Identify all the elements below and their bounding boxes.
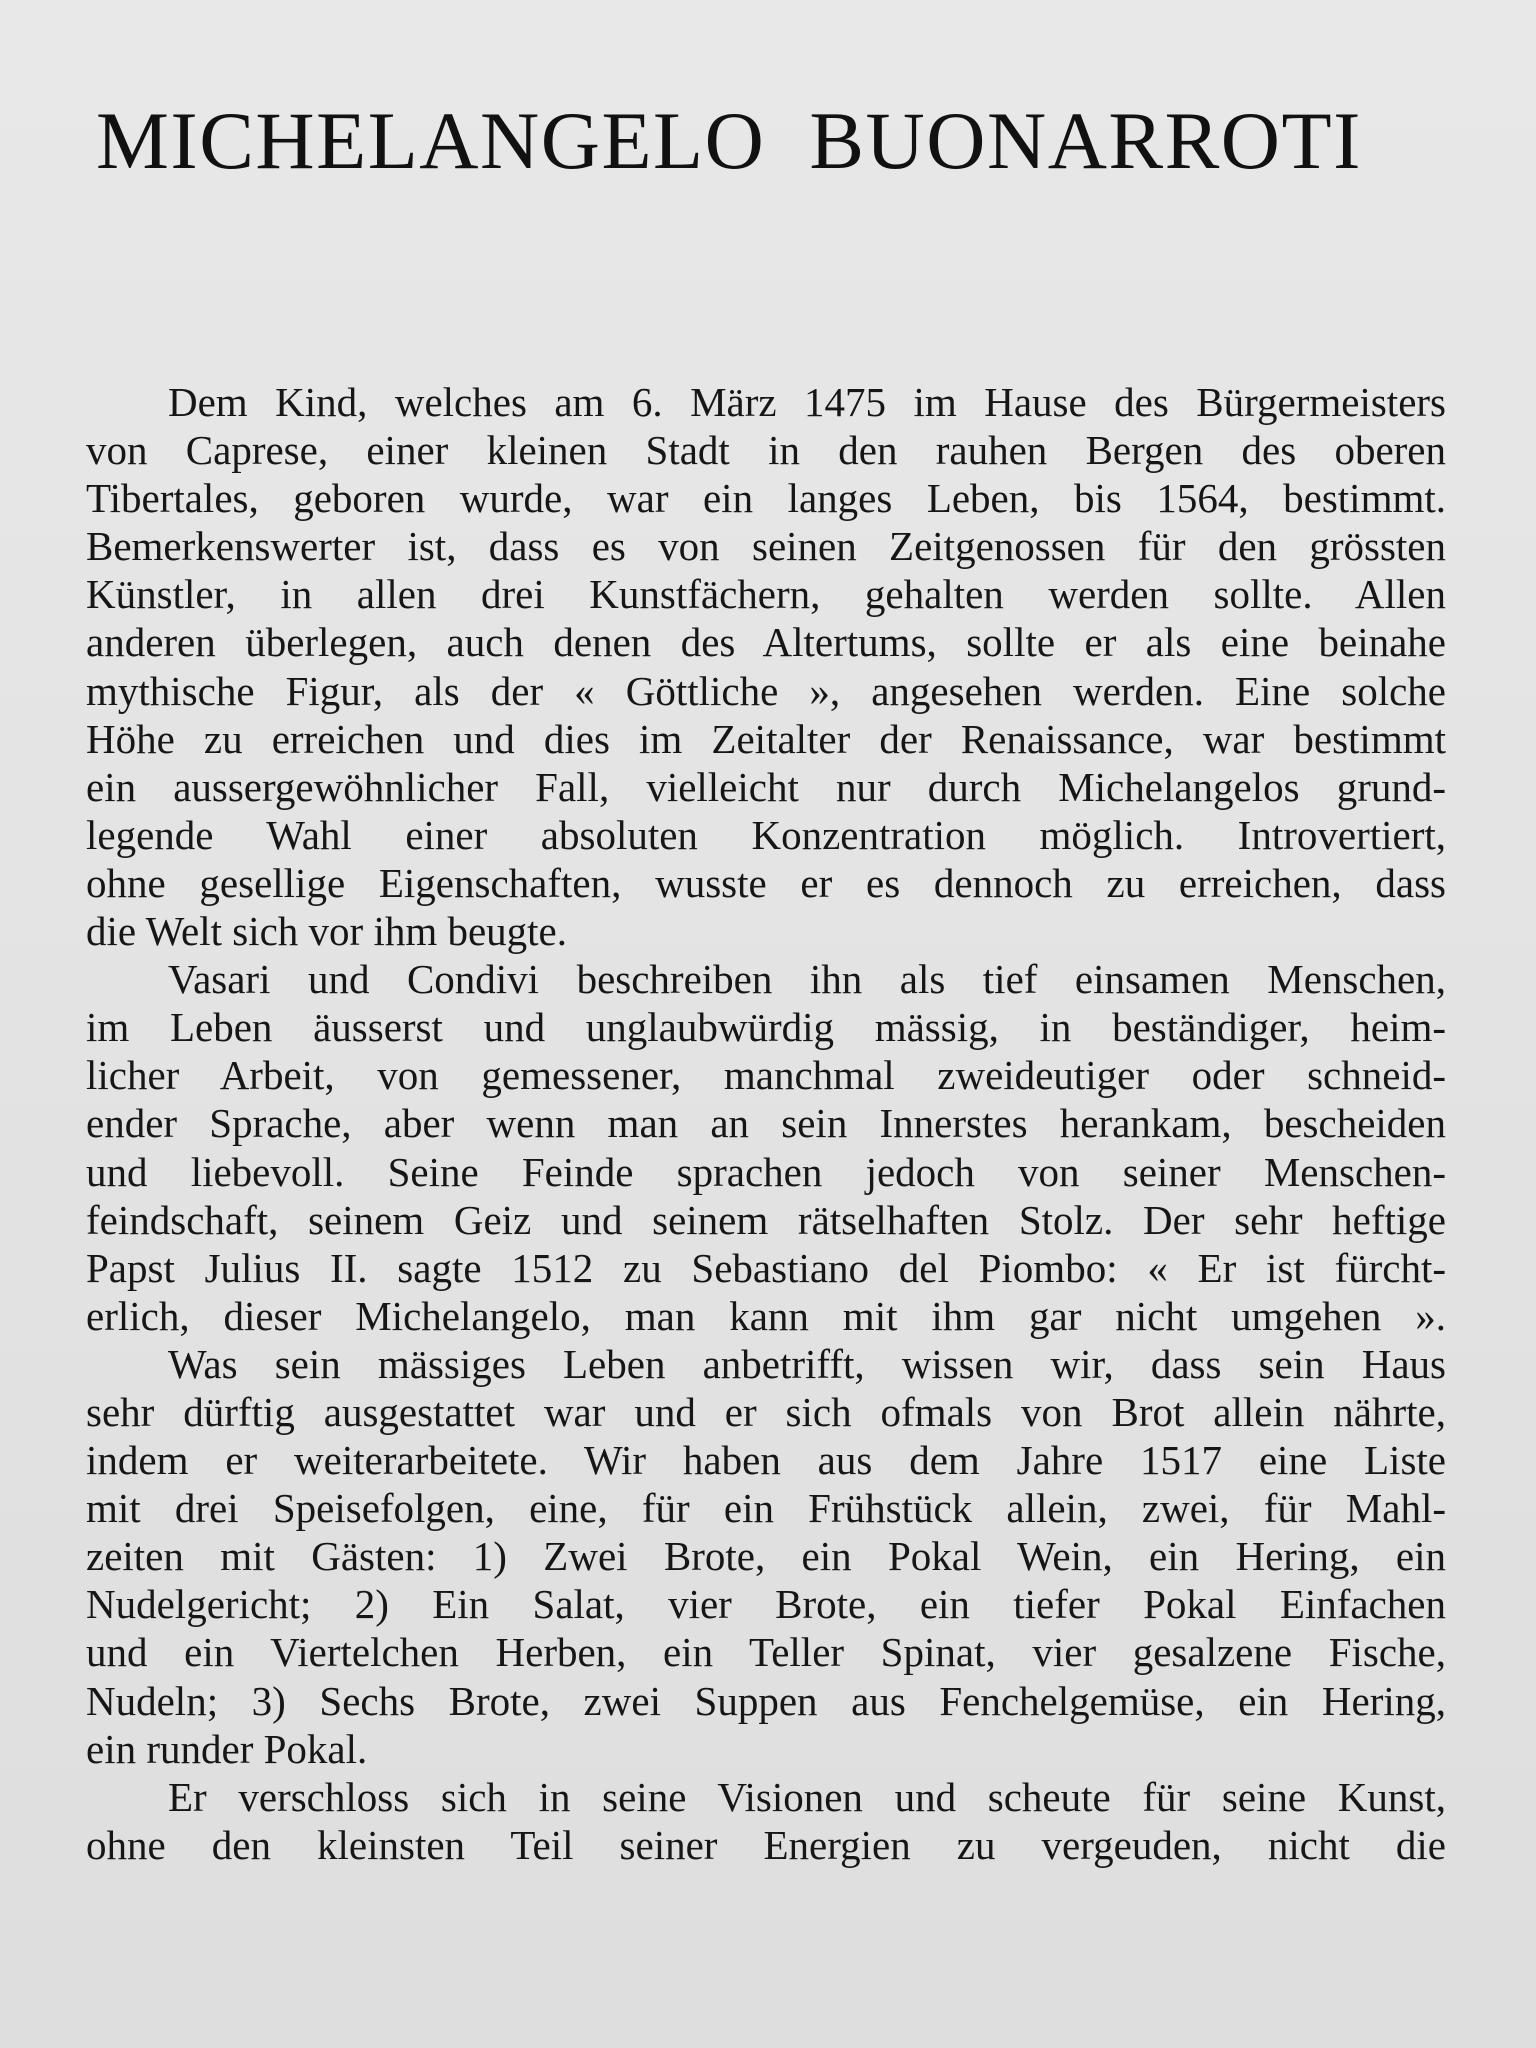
text-line: im Leben äusserst und unglaubwürdig mässig, in beständiger, heim- [86, 1004, 1446, 1051]
text-line: Nudeln; 3) Sechs Brote, zwei Suppen aus Fenchelgemüse, ein Hering, [86, 1677, 1446, 1724]
text-line: licher Arbeit, von gemessener, manchmal zweideutiger oder schneid- [86, 1052, 1446, 1099]
text-line: Vasari und Condivi beschreiben ihn als tief einsamen Menschen, [168, 956, 1446, 1003]
text-line: sehr dürftig ausgestattet war und er sich ofmals von Brot allein nährte, [86, 1388, 1446, 1435]
body-text [86, 378, 1446, 1869]
text-line: ohne gesellige Eigenschaften, wusste er es dennoch zu erreichen, dass [86, 859, 1446, 906]
text-line: Nudelgericht; 2) Ein Salat, vier Brote, ein tiefer Pokal Einfachen [86, 1581, 1446, 1628]
text-line: feindschaft, seinem Geiz und seinem rätselhaften Stolz. Der sehr heftige [86, 1196, 1446, 1243]
text-line: zeiten mit Gästen: 1) Zwei Brote, ein Pokal Wein, ein Hering, ein [86, 1533, 1446, 1580]
paragraph [86, 1340, 1446, 1773]
text-line: und ein Viertelchen Herben, ein Teller Spinat, vier gesalzene Fische, [86, 1629, 1446, 1676]
text-line: Tibertales, geboren wurde, war ein langes Leben, bis 1564, bestimmt. [86, 475, 1446, 522]
text-line: Bemerkenswerter ist, dass es von seinen Zeitgenossen für den grössten [86, 523, 1446, 570]
text-line: ender Sprache, aber wenn man an sein Innerstes herankam, bescheiden [86, 1100, 1446, 1147]
text-line: Künstler, in allen drei Kunstfächern, gehalten werden sollte. Allen [86, 571, 1446, 618]
text-line: mythische Figur, als der « Göttliche », angesehen werden. Eine solche [86, 667, 1446, 714]
text-line: Er verschloss sich in seine Visionen und scheute für seine Kunst, [168, 1773, 1446, 1820]
text-line: Dem Kind, welches am 6. März 1475 im Hause des Bürgermeisters [168, 379, 1446, 425]
text-line: und liebevoll. Seine Feinde sprachen jedoch von seiner Menschen- [86, 1148, 1446, 1195]
text-line: anderen überlegen, auch denen des Altertums, sollte er als eine beinahe [86, 619, 1446, 666]
paragraph [86, 955, 1446, 1340]
paragraph [86, 1773, 1446, 1869]
text-line: ohne den kleinsten Teil seiner Energien zu vergeuden, nicht die [86, 1821, 1446, 1868]
text-line: Höhe zu erreichen und dies im Zeitalter der Renaissance, war bestimmt [86, 715, 1446, 762]
paragraph [86, 378, 1446, 955]
text-line: ein runder Pokal. [86, 1725, 368, 1772]
text-line: erlich, dieser Michelangelo, man kann mit ihm gar nicht umgehen ». [86, 1292, 1446, 1339]
text-line: ein aussergewöhnlicher Fall, vielleicht nur durch Michelangelos grund- [86, 763, 1446, 810]
page-title: MICHELANGELO BUONARROTI [96, 95, 1362, 186]
text-line: von Caprese, einer kleinen Stadt in den rauhen Bergen des oberen [86, 427, 1446, 474]
text-line: indem er weiterarbeitete. Wir haben aus dem Jahre 1517 eine Liste [86, 1437, 1446, 1484]
text-line: mit drei Speisefolgen, eine, für ein Frühstück allein, zwei, für Mahl- [86, 1485, 1446, 1532]
text-line: die Welt sich vor ihm beugte. [86, 908, 568, 955]
text-line: Was sein mässiges Leben anbetrifft, wissen wir, dass sein Haus [168, 1340, 1446, 1387]
text-line: Papst Julius II. sagte 1512 zu Sebastiano del Piombo: « Er ist fürcht- [86, 1244, 1446, 1291]
text-line: legende Wahl einer absoluten Konzentration möglich. Introvertiert, [86, 811, 1446, 858]
